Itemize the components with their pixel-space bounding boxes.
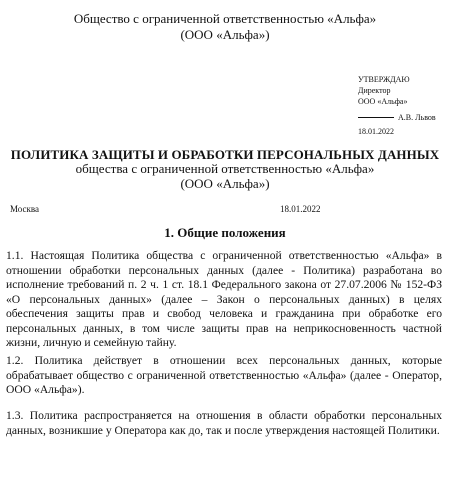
paragraph-1-2: 1.2. Политика действует в отношении всех персональных данных, которые обрабатывает общество с ограниченной ответственностью «Альфа» (далее - Оператор, ООО «Альфа»). bbox=[6, 354, 442, 396]
approval-signature-name: А.В. Львов bbox=[398, 113, 436, 122]
approval-org: ООО «Альфа» bbox=[358, 97, 408, 106]
document-date: 18.01.2022 bbox=[280, 204, 321, 214]
document-city: Москва bbox=[10, 204, 39, 214]
approval-signature bbox=[358, 113, 436, 123]
document-subtitle: общества с ограниченной ответственностью «Альфа» bbox=[75, 161, 375, 176]
approval-label: УТВЕРЖДАЮ bbox=[358, 75, 410, 84]
approval-position: Директор bbox=[358, 86, 391, 95]
approval-date: 18.01.2022 bbox=[358, 127, 394, 136]
organization-full-name: Общество с ограниченной ответственностью «Альфа» bbox=[73, 11, 377, 26]
document-subtitle-short: (ООО «Альфа») bbox=[180, 176, 270, 191]
paragraph-1-3: 1.3. Политика распространяется на отношения в области обработки персональных данных, возникшие у Оператора как до, так и после утверждения настоящей Политики. bbox=[6, 409, 442, 437]
paragraph-1-1: 1.1. Настоящая Политика общества с ограниченной ответственностью «Альфа» в отношении обработки персональных данных (далее - Политика) разработана во исполнение требований п. 2 ч. 1 ст. 18.1 Федерального закона от 27.07.2006 № 152-ФЗ «О персональных данных» (далее – Закон о персональных данных) в целях обеспечения защиты прав и свобод человека и гражданина при обработке его персональных данных, в том числе защиты прав на неприкосновенность частной жизни, личную и семейную тайну. bbox=[6, 249, 442, 349]
signature-line bbox=[358, 117, 394, 118]
section-heading: 1. Общие положения bbox=[164, 225, 286, 240]
document-title: ПОЛИТИКА ЗАЩИТЫ И ОБРАБОТКИ ПЕРСОНАЛЬНЫХ ДАННЫХ bbox=[10, 147, 440, 162]
organization-short-name: (ООО «Альфа») bbox=[180, 27, 270, 42]
